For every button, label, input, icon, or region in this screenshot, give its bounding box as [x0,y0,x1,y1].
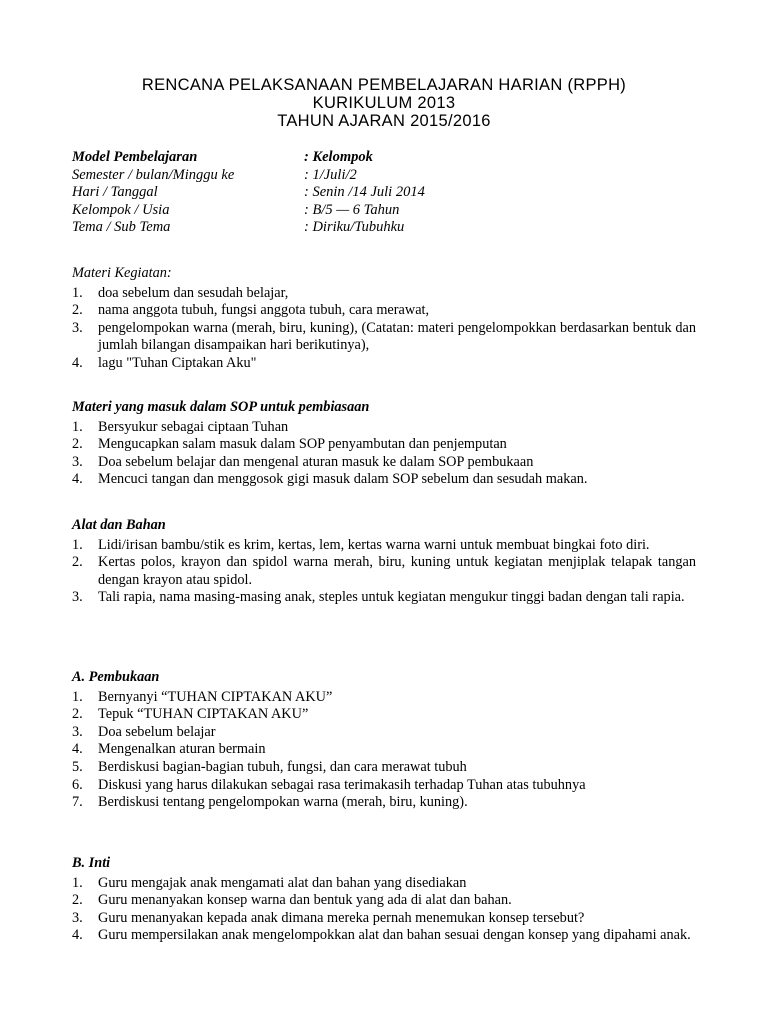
section-title: A. Pembukaan [72,669,160,685]
materi-list [72,285,696,373]
meta-key: Semester / bulan/Minggu ke [72,166,235,183]
meta-value: : B/5 — 6 Tahun [304,201,400,218]
item-text: Lidi/irisan bambu/stik es krim, kertas, lem, kertas warna warni untuk membuat bingkai foto diri. [98,536,650,553]
item-text: Berdiskusi tentang pengelompokan warna (merah, biru, kuning). [98,794,468,811]
meta-key: Tema / Sub Tema [72,219,171,236]
item-number: 5. [72,758,83,775]
meta-value: : Senin /14 Juli 2014 [304,184,425,201]
item-text: Mengucapkan salam masuk dalam SOP penyambutan dan penjemputan [98,436,507,453]
item-number: 3. [72,723,83,740]
list-item [72,910,696,928]
item-number: 7. [72,794,83,811]
meta-row [72,149,632,167]
item-text: doa sebelum dan sesudah belajar, [98,284,289,301]
list-item [72,875,696,893]
section-materi [72,265,696,373]
list-item [72,471,696,489]
title-line-2: KURIKULUM 2013 [312,94,456,112]
list-item [72,759,696,777]
item-number: 4. [72,471,83,488]
list-item [72,302,696,320]
list-item [72,537,696,555]
item-text: Berdiskusi bagian-bagian tubuh, fungsi, dan cara merawat tubuh [98,758,467,775]
alat-list [72,537,696,607]
list-item [72,706,696,724]
section-title: Materi yang masuk dalam SOP untuk pembiasaan [72,399,370,415]
item-text: Doa sebelum belajar [98,723,216,740]
item-text: Bersyukur sebagai ciptaan Tuhan [98,418,289,435]
item-text: nama anggota tubuh, fungsi anggota tubuh, cara merawat, [98,302,430,319]
item-text: Bernyanyi “TUHAN CIPTAKAN AKU” [98,688,333,705]
item-number: 3. [72,453,83,470]
item-number: 2. [72,554,83,571]
meta-row [72,219,632,237]
list-item [72,724,696,742]
section-title: Materi Kegiatan: [72,265,172,281]
list-item [72,320,696,355]
item-number: 1. [72,418,83,435]
item-number: 2. [72,302,83,319]
list-item [72,589,696,607]
list-item [72,436,696,454]
meta-key: Hari / Tanggal [72,184,158,201]
inti-list [72,875,696,945]
item-text: Guru mempersilakan anak mengelompokkan alat dan bahan sesuai dengan konsep yang dipahami anak. [98,927,691,944]
document-title [0,76,768,130]
list-item [72,927,696,945]
meta-row [72,202,632,220]
section-alat-bahan [72,517,696,607]
section-inti [72,855,696,945]
section-title: Alat dan Bahan [72,517,166,533]
item-text: pengelompokan warna (merah, biru, kuning), (Catatan: materi pengelompokkan berdasarkan bentuk dan jumlah bilangan disampaikan hari berikutinya), [98,319,696,354]
item-number: 6. [72,776,83,793]
list-item [72,454,696,472]
meta-key: Model Pembelajaran [72,149,198,165]
item-text: Guru menanyakan konsep warna dan bentuk yang ada di alat dan bahan. [98,892,512,909]
pembukaan-list [72,689,696,812]
item-number: 1. [72,874,83,891]
meta-value: : 1/Juli/2 [304,166,357,183]
list-item [72,355,696,373]
item-text: Mengenalkan aturan bermain [98,741,266,758]
meta-row [72,184,632,202]
item-text: Tepuk “TUHAN CIPTAKAN AKU” [98,706,309,723]
list-item [72,892,696,910]
item-number: 3. [72,589,83,606]
item-text: Guru menanyakan kepada anak dimana mereka pernah menemukan konsep tersebut? [98,909,585,926]
section-sop [72,399,696,489]
list-item [72,794,696,812]
item-number: 4. [72,354,83,371]
item-text: Guru mengajak anak mengamati alat dan bahan yang disediakan [98,874,467,891]
item-number: 1. [72,688,83,705]
meta-value: : Kelompok [304,149,373,165]
list-item [72,689,696,707]
list-item [72,554,696,589]
meta-value: : Diriku/Tubuhku [304,219,405,236]
item-number: 3. [72,909,83,926]
item-number: 4. [72,927,83,944]
item-number: 2. [72,892,83,909]
section-pembukaan [72,669,696,812]
item-text: Mencuci tangan dan menggosok gigi masuk dalam SOP sebelum dan sesudah makan. [98,471,588,488]
meta-table [72,149,632,237]
list-item [72,741,696,759]
item-text: Tali rapia, nama masing-masing anak, steples untuk kegiatan mengukur tinggi badan dengan tali rapia. [98,589,685,606]
item-text: Doa sebelum belajar dan mengenal aturan masuk ke dalam SOP pembukaan [98,453,534,470]
meta-row [72,167,632,185]
meta-key: Kelompok / Usia [72,201,170,218]
item-text: Diskusi yang harus dilakukan sebagai rasa terimakasih terhadap Tuhan atas tubuhnya [98,776,586,793]
list-item [72,285,696,303]
item-text: lagu "Tuhan Ciptakan Aku" [98,354,257,371]
item-number: 4. [72,741,83,758]
item-number: 3. [72,319,83,336]
item-text: Kertas polos, krayon dan spidol warna merah, biru, kuning untuk kegiatan menjiplak telapak tangan dengan krayon atau spidol. [98,554,696,588]
title-line-3: TAHUN AJARAN 2015/2016 [277,112,491,130]
list-item [72,777,696,795]
sop-list [72,419,696,489]
section-title: B. Inti [72,855,111,871]
item-number: 1. [72,536,83,553]
title-line-1: RENCANA PELAKSANAAN PEMBELAJARAN HARIAN (RPPH) [141,76,627,94]
item-number: 2. [72,706,83,723]
item-number: 2. [72,436,83,453]
list-item [72,419,696,437]
item-number: 1. [72,284,83,301]
